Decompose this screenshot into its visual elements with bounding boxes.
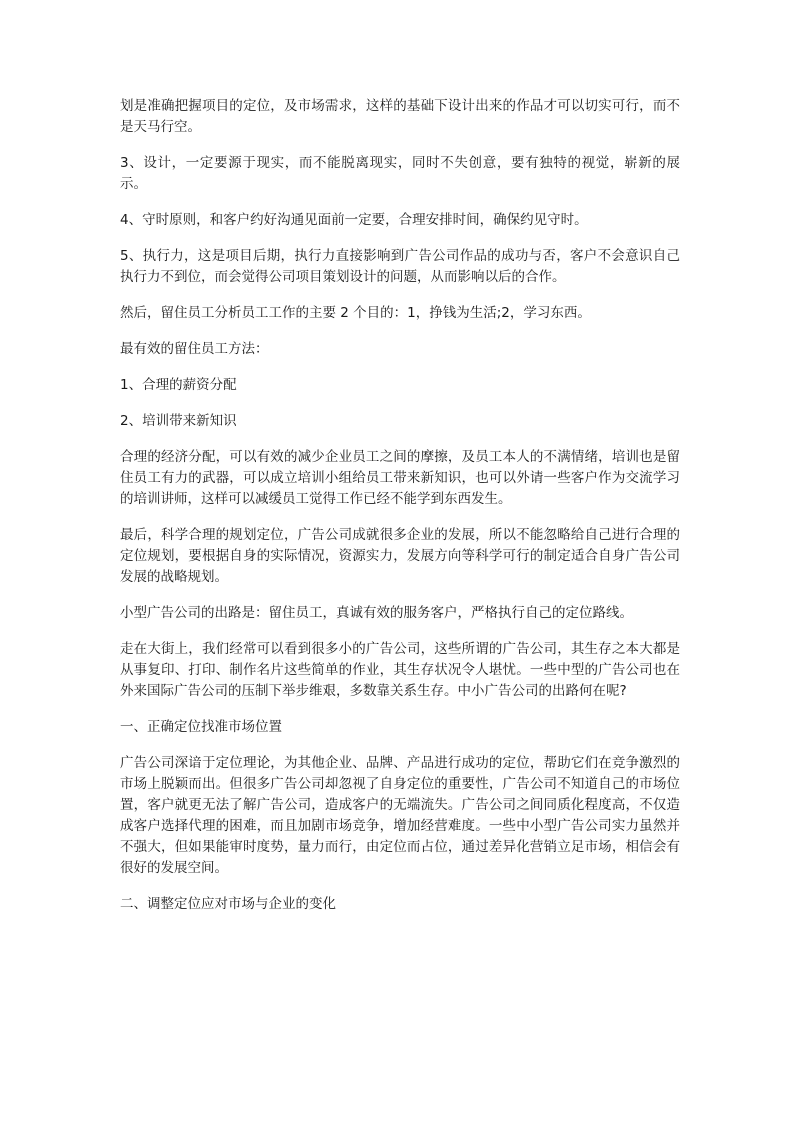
paragraph-method-2-training: 2、培训带来新知识	[120, 413, 237, 429]
paragraph-positioning-theory: 广告公司深谙于定位理论，为其他企业、品牌、产品进行成功的定位，帮助它们在竞争激烈的市场上脱颖而出。但很多广告公司却忽视了自身定位的重要性，广告公司不知道自己的市场位置，客户就更无法了解广告公司，造成客户的无端流失。广告公司之间同质化程度高，不仅造成客户选择代理的困难，而且加剧市场竞争，增加经营难度。一些中小型广告公司实力虽然并不强大，但如果能审时度势，量力而行，由定位而占位，通过差异化营销立足市场，相信会有很好的发展空间。	[120, 755, 680, 876]
paragraph-point-4-punctuality: 4、守时原则，和客户约好沟通见面前一定要，合理安排时间，确保约见守时。	[120, 212, 588, 228]
paragraph-small-agency-path: 小型广告公司的出路是：留住员工，真诚有效的服务客户，严格执行自己的定位路线。	[120, 605, 633, 621]
section-heading-1: 一、正确定位找准市场位置	[120, 719, 282, 735]
paragraph-employee-goals: 然后，留住员工分析员工工作的主要 2 个目的：1，挣钱为生活;2，学习东西。	[120, 305, 591, 321]
paragraph-point-3-design: 3、设计，一定要源于现实，而不能脱离现实，同时不失创意，要有独特的视觉，崭新的展示。	[120, 155, 680, 192]
paragraph-strategic-planning: 最后，科学合理的规划定位，广告公司成就很多企业的发展，所以不能忽略给自己进行合理的定位规划，要根据自身的实际情况，资源实力，发展方向等科学可行的制定适合自身广告公司发展的战略规划。	[120, 527, 680, 585]
paragraph-street-observation: 走在大街上，我们经常可以看到很多小的广告公司，这些所谓的广告公司，其生存之本大都是从事复印、打印、制作名片这些简单的作业，其生存状况令人堪忧。一些中型的广告公司也在外来国际广告公司的压制下举步维艰，多数靠关系生存。中小广告公司的出路何在呢?	[120, 641, 680, 699]
paragraph-method-1-salary: 1、合理的薪资分配	[120, 377, 237, 393]
document-page	[120, 96, 680, 930]
paragraph-planning-continued: 划是准确把握项目的定位，及市场需求，这样的基础下设计出来的作品才可以切实可行，而不是天马行空。	[120, 98, 680, 135]
paragraph-economic-distribution: 合理的经济分配，可以有效的减少企业员工之间的摩擦，及员工本人的不满情绪，培训也是留住员工有力的武器，可以成立培训小组给员工带来新知识，也可以外请一些客户作为交流学习的培训讲师，这样可以减缓员工觉得工作已经不能学到东西发生。	[120, 449, 680, 507]
section-heading-2: 二、调整定位应对市场与企业的变化	[120, 896, 336, 912]
paragraph-point-5-execution: 5、执行力，这是项目后期，执行力直接影响到广告公司作品的成功与否，客户不会意识自己执行力不到位，而会觉得公司项目策划设计的问题，从而影响以后的合作。	[120, 248, 680, 285]
paragraph-retention-methods-heading: 最有效的留住员工方法：	[120, 341, 269, 357]
